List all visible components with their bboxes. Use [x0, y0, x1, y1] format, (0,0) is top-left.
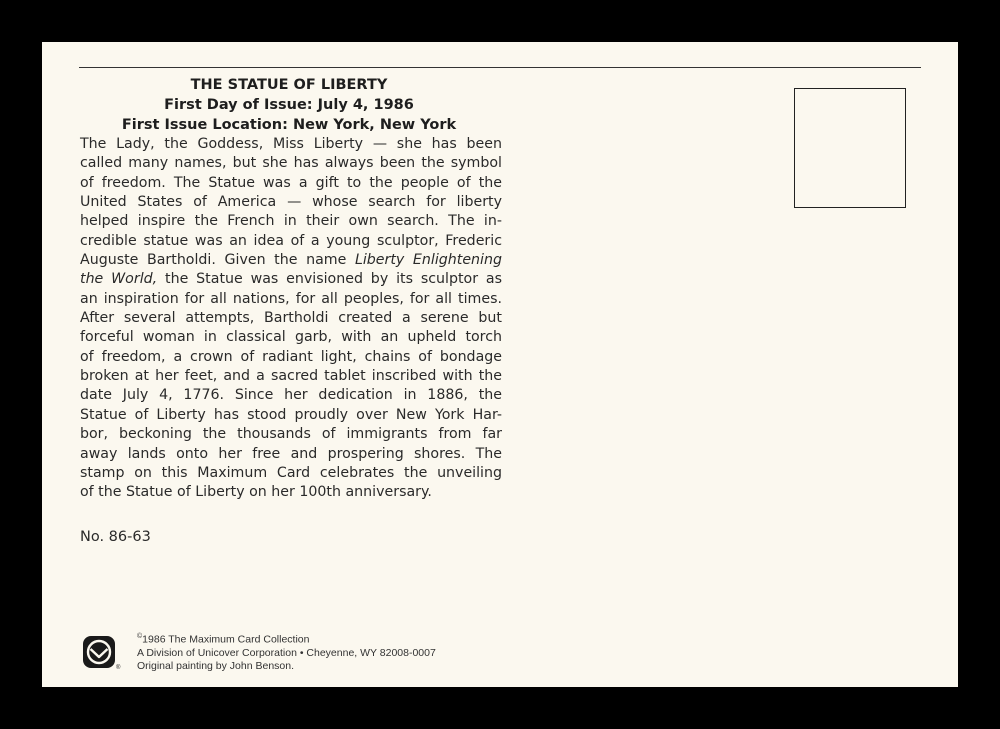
text-line: After several attempts, Bartholdi created a serene but: [80, 310, 502, 327]
text-line: away lands onto her free and prospering shores. The: [80, 445, 502, 462]
text-line: United States of America — whose search for liberty: [80, 194, 502, 211]
text-line: credible statue was an idea of a young sculptor, Frederic: [80, 232, 502, 249]
italic-title-part: Liberty Enlightening: [354, 252, 502, 269]
text-line: an inspiration for all nations, for all peoples, for all times.: [80, 290, 502, 307]
first-issue-location: First Issue Location: New York, New York: [121, 117, 457, 133]
text-line: called many names, but she has always been the symbol: [80, 155, 502, 172]
registered-mark: ®: [116, 665, 121, 671]
text-line: [80, 251, 502, 270]
card-title: THE STATUE OF LIBERTY: [190, 77, 388, 93]
painting-credit: Original painting by John Benson.: [137, 659, 295, 672]
card-heading: [79, 75, 499, 135]
text-line: bor, beckoning the thousands of immigrants from far: [80, 426, 502, 443]
first-day-of-issue: First Day of Issue: July 4, 1986: [164, 97, 414, 113]
text-line: Statue of Liberty has stood proudly over New York Har-: [80, 406, 502, 423]
publisher-line: A Division of Unicover Corporation • Cheyenne, WY 82008-0007: [137, 646, 436, 659]
text-line: broken at her feet, and a sacred tablet inscribed with the: [80, 368, 502, 385]
description-text: [80, 135, 502, 503]
text-line: forceful woman in classical garb, with an upheld torch: [80, 329, 502, 346]
credits: [137, 630, 436, 673]
postcard-back: [42, 42, 958, 687]
text-line: of freedom. The Statue was a gift to the people of the: [80, 174, 502, 191]
card-number: No. 86-63: [80, 529, 151, 545]
unicover-logo-icon: [82, 635, 122, 671]
text-line: [80, 270, 502, 289]
text-line: The Lady, the Goddess, Miss Liberty — she has been: [80, 136, 502, 152]
text-line: date July 4, 1776. Since her dedication in 1886, the: [80, 387, 502, 404]
copyright-symbol: ©: [137, 633, 143, 640]
text-line: stamp on this Maximum Card celebrates the unveiling: [80, 464, 502, 481]
top-divider: [79, 67, 921, 68]
text-line: of freedom, a crown of radiant light, chains of bondage: [80, 348, 502, 365]
text-segment: the Statue was envisioned by its sculptor as: [165, 271, 502, 288]
text-line: of the Statue of Liberty on her 100th anniversary.: [80, 484, 432, 501]
copyright-text: 1986 The Maximum Card Collection: [142, 633, 310, 646]
copyright-line: [137, 630, 436, 647]
text-segment: Auguste Bartholdi. Given the name: [80, 252, 347, 269]
italic-title-part: the World,: [80, 271, 158, 288]
text-line: helped inspire the French in their own search. The in-: [80, 213, 502, 230]
stamp-box: [794, 88, 906, 208]
